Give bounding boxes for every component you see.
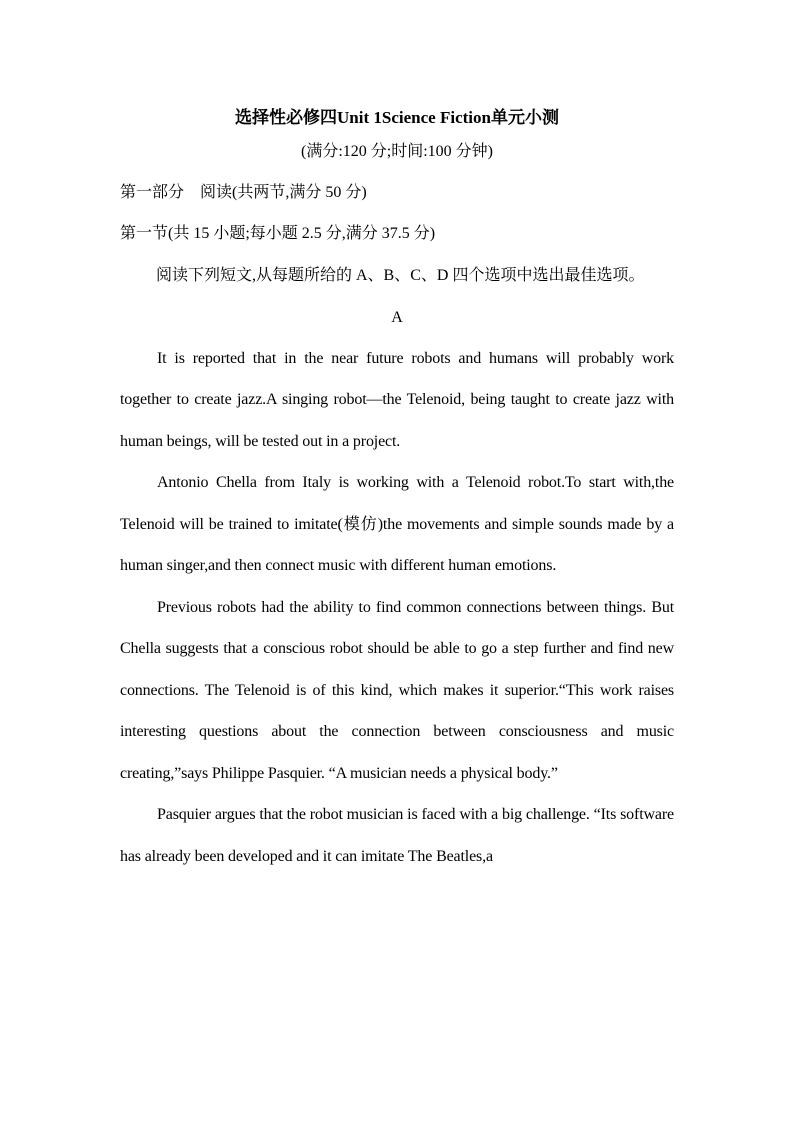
- passage-paragraph: Previous robots had the ability to find common connections between things. But Chella suggests that a conscious robot should be able to go a step further and find new connections. The Telenoid is of this kind, which makes it superior.“This work raises interesting questions about the connection between consciousness and music creating,”says Philippe Pasquier. “A musician needs a physical body.”: [120, 598, 674, 782]
- reading-instruction: 阅读下列短文,从每题所给的 A、B、C、D 四个选项中选出最佳选项。: [156, 267, 645, 284]
- passage-paragraph: Antonio Chella from Italy is working with a Telenoid robot.To start with,the Telenoid will be trained to imitate(模仿)the movements and simple sounds made by a human singer,and then connect music with different human emotions.: [120, 474, 674, 574]
- document-page: [120, 100, 674, 877]
- section-heading: 第一节(共 15 小题;每小题 2.5 分,满分 37.5 分): [120, 225, 436, 242]
- part-heading: 第一部分 阅读(共两节,满分 50 分): [120, 184, 367, 201]
- document-subtitle: (满分:120 分;时间:100 分钟): [301, 143, 493, 160]
- document-title: 选择性必修四Unit 1Science Fiction单元小测: [235, 108, 559, 127]
- passage-label: A: [391, 308, 403, 326]
- passage-paragraph: Pasquier argues that the robot musician is faced with a big challenge. “Its software has already been developed and it can imitate The Beatles,a: [120, 806, 674, 865]
- passage-paragraph: It is reported that in the near future robots and humans will probably work together to create jazz.A singing robot—the Telenoid, being taught to create jazz with human beings, will be tested out in a project.: [120, 349, 674, 450]
